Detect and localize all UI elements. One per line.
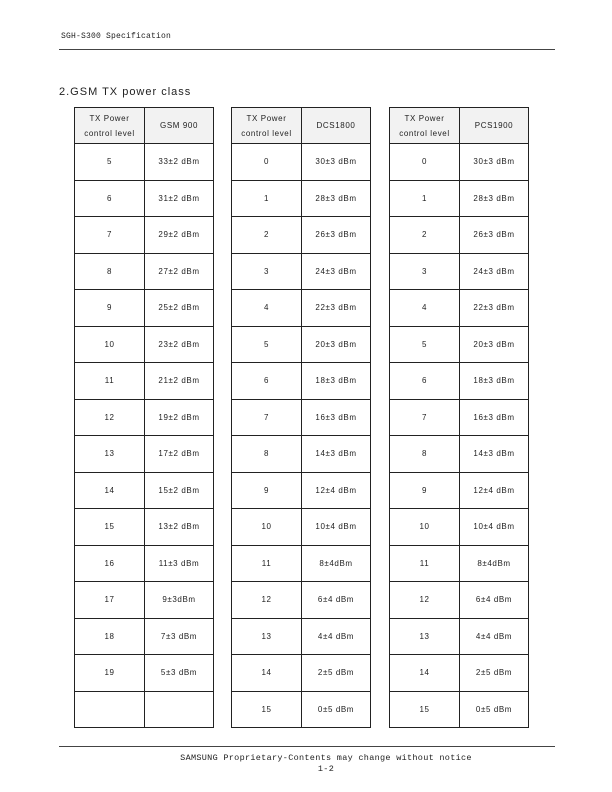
power-value-cell: 12±4 dBm [302, 472, 371, 509]
power-value-cell: 28±3 dBm [302, 180, 371, 217]
dcs1800-power-table [231, 107, 371, 728]
table-row [232, 582, 371, 619]
control-level-cell [75, 691, 145, 728]
control-level-cell: 11 [232, 545, 302, 582]
table-row [390, 180, 529, 217]
table-row [75, 509, 214, 546]
table-row [75, 180, 214, 217]
section-title: 2.GSM TX power class [59, 86, 192, 98]
power-value-cell: 15±2 dBm [145, 472, 214, 509]
power-value-cell: 4±4 dBm [460, 618, 529, 655]
table-row [232, 472, 371, 509]
power-value-cell: 14±3 dBm [460, 436, 529, 473]
table-row [75, 582, 214, 619]
table-row [390, 436, 529, 473]
band-header: GSM 900 [145, 108, 214, 144]
table-row [390, 655, 529, 692]
control-level-cell: 12 [232, 582, 302, 619]
power-value-cell: 18±3 dBm [460, 363, 529, 400]
pcs1900-power-table [389, 107, 529, 728]
control-level-cell: 2 [390, 217, 460, 254]
band-header: PCS1900 [460, 108, 529, 144]
control-level-cell: 8 [75, 253, 145, 290]
table-row [232, 326, 371, 363]
power-value-cell: 2±5 dBm [302, 655, 371, 692]
control-level-cell: 15 [75, 509, 145, 546]
control-level-cell: 12 [75, 399, 145, 436]
power-value-cell: 21±2 dBm [145, 363, 214, 400]
power-value-cell: 7±3 dBm [145, 618, 214, 655]
table-row [75, 472, 214, 509]
table-row [232, 290, 371, 327]
power-value-cell: 8±4dBm [460, 545, 529, 582]
power-value-cell: 8±4dBm [302, 545, 371, 582]
table-row [390, 253, 529, 290]
table-row [75, 290, 214, 327]
power-value-cell: 24±3 dBm [460, 253, 529, 290]
control-level-cell: 14 [232, 655, 302, 692]
table-row [390, 217, 529, 254]
power-value-cell: 20±3 dBm [460, 326, 529, 363]
table-row [232, 691, 371, 728]
table-row [390, 144, 529, 181]
control-level-cell: 6 [390, 363, 460, 400]
control-level-cell: 13 [232, 618, 302, 655]
power-value-cell: 24±3 dBm [302, 253, 371, 290]
power-value-cell: 27±2 dBm [145, 253, 214, 290]
header-line: control level [399, 128, 450, 138]
table-row [75, 253, 214, 290]
table-row [232, 180, 371, 217]
table-row [75, 545, 214, 582]
power-value-cell: 22±3 dBm [460, 290, 529, 327]
control-level-cell: 6 [75, 180, 145, 217]
header-line: TX Power [404, 113, 445, 123]
power-value-cell: 17±2 dBm [145, 436, 214, 473]
footer-divider [59, 746, 555, 747]
power-value-cell: 25±2 dBm [145, 290, 214, 327]
power-value-cell: 5±3 dBm [145, 655, 214, 692]
gsm900-power-table [74, 107, 214, 728]
control-level-cell: 11 [390, 545, 460, 582]
power-value-cell: 29±2 dBm [145, 217, 214, 254]
control-level-cell: 16 [75, 545, 145, 582]
tx-power-header [75, 108, 145, 144]
control-level-cell: 10 [390, 509, 460, 546]
table-row [75, 363, 214, 400]
table-row [390, 326, 529, 363]
table-row [75, 618, 214, 655]
header-line: control level [84, 128, 135, 138]
table-row [75, 326, 214, 363]
table-row [75, 691, 214, 728]
power-value-cell: 16±3 dBm [460, 399, 529, 436]
control-level-cell: 13 [390, 618, 460, 655]
power-value-cell: 2±5 dBm [460, 655, 529, 692]
header-divider [59, 49, 555, 50]
table-row [390, 545, 529, 582]
table-row [232, 217, 371, 254]
page-number: 1-2 [317, 764, 335, 774]
control-level-cell: 15 [390, 691, 460, 728]
power-value-cell: 30±3 dBm [460, 144, 529, 181]
control-level-cell: 9 [75, 290, 145, 327]
control-level-cell: 18 [75, 618, 145, 655]
control-level-cell: 11 [75, 363, 145, 400]
table-row [390, 509, 529, 546]
control-level-cell: 5 [232, 326, 302, 363]
power-value-cell: 26±3 dBm [302, 217, 371, 254]
power-value-cell: 10±4 dBm [460, 509, 529, 546]
control-level-cell: 3 [232, 253, 302, 290]
table-row [390, 363, 529, 400]
power-value-cell: 22±3 dBm [302, 290, 371, 327]
power-value-cell: 20±3 dBm [302, 326, 371, 363]
table-row [232, 655, 371, 692]
control-level-cell: 7 [390, 399, 460, 436]
table-row [232, 545, 371, 582]
tx-power-header [232, 108, 302, 144]
table-row [232, 436, 371, 473]
header-line: TX Power [246, 113, 287, 123]
table-row [75, 144, 214, 181]
power-value-cell: 10±4 dBm [302, 509, 371, 546]
control-level-cell: 12 [390, 582, 460, 619]
table-row [232, 618, 371, 655]
table-row [75, 436, 214, 473]
power-value-cell: 11±3 dBm [145, 545, 214, 582]
power-value-cell: 6±4 dBm [460, 582, 529, 619]
table-row [232, 509, 371, 546]
table-header-row [390, 108, 529, 144]
power-value-cell: 28±3 dBm [460, 180, 529, 217]
table-header-row [75, 108, 214, 144]
control-level-cell: 4 [390, 290, 460, 327]
control-level-cell: 1 [390, 180, 460, 217]
control-level-cell: 4 [232, 290, 302, 327]
table-row [390, 618, 529, 655]
control-level-cell: 0 [390, 144, 460, 181]
power-value-cell: 12±4 dBm [460, 472, 529, 509]
control-level-cell: 9 [232, 472, 302, 509]
table-row [390, 399, 529, 436]
footer [0, 753, 612, 775]
band-header: DCS1800 [302, 108, 371, 144]
power-value-cell: 23±2 dBm [145, 326, 214, 363]
table-row [75, 399, 214, 436]
power-value-cell [145, 691, 214, 728]
control-level-cell: 10 [232, 509, 302, 546]
power-value-cell: 16±3 dBm [302, 399, 371, 436]
power-value-cell: 9±3dBm [145, 582, 214, 619]
table-row [75, 217, 214, 254]
control-level-cell: 17 [75, 582, 145, 619]
table-row [232, 399, 371, 436]
control-level-cell: 3 [390, 253, 460, 290]
power-value-cell: 14±3 dBm [302, 436, 371, 473]
power-value-cell: 13±2 dBm [145, 509, 214, 546]
control-level-cell: 8 [390, 436, 460, 473]
power-value-cell: 33±2 dBm [145, 144, 214, 181]
table-header-row [232, 108, 371, 144]
header-line: TX Power [89, 113, 130, 123]
power-value-cell: 19±2 dBm [145, 399, 214, 436]
tx-power-header [390, 108, 460, 144]
control-level-cell: 2 [232, 217, 302, 254]
footer-notice: SAMSUNG Proprietary-Contents may change without notice [180, 753, 472, 763]
control-level-cell: 5 [75, 144, 145, 181]
control-level-cell: 8 [232, 436, 302, 473]
control-level-cell: 10 [75, 326, 145, 363]
table-row [390, 582, 529, 619]
power-value-cell: 18±3 dBm [302, 363, 371, 400]
power-value-cell: 31±2 dBm [145, 180, 214, 217]
control-level-cell: 14 [75, 472, 145, 509]
power-value-cell: 26±3 dBm [460, 217, 529, 254]
control-level-cell: 13 [75, 436, 145, 473]
power-value-cell: 6±4 dBm [302, 582, 371, 619]
control-level-cell: 15 [232, 691, 302, 728]
control-level-cell: 1 [232, 180, 302, 217]
power-value-cell: 0±5 dBm [460, 691, 529, 728]
power-value-cell: 4±4 dBm [302, 618, 371, 655]
table-row [75, 655, 214, 692]
control-level-cell: 6 [232, 363, 302, 400]
control-level-cell: 5 [390, 326, 460, 363]
table-row [232, 253, 371, 290]
control-level-cell: 14 [390, 655, 460, 692]
power-value-cell: 30±3 dBm [302, 144, 371, 181]
document-header-title: SGH-S300 Specification [61, 32, 172, 41]
control-level-cell: 7 [232, 399, 302, 436]
control-level-cell: 0 [232, 144, 302, 181]
power-value-cell: 0±5 dBm [302, 691, 371, 728]
header-line: control level [241, 128, 292, 138]
table-row [390, 691, 529, 728]
control-level-cell: 7 [75, 217, 145, 254]
control-level-cell: 9 [390, 472, 460, 509]
table-row [390, 472, 529, 509]
table-row [232, 363, 371, 400]
table-row [232, 144, 371, 181]
table-row [390, 290, 529, 327]
control-level-cell: 19 [75, 655, 145, 692]
